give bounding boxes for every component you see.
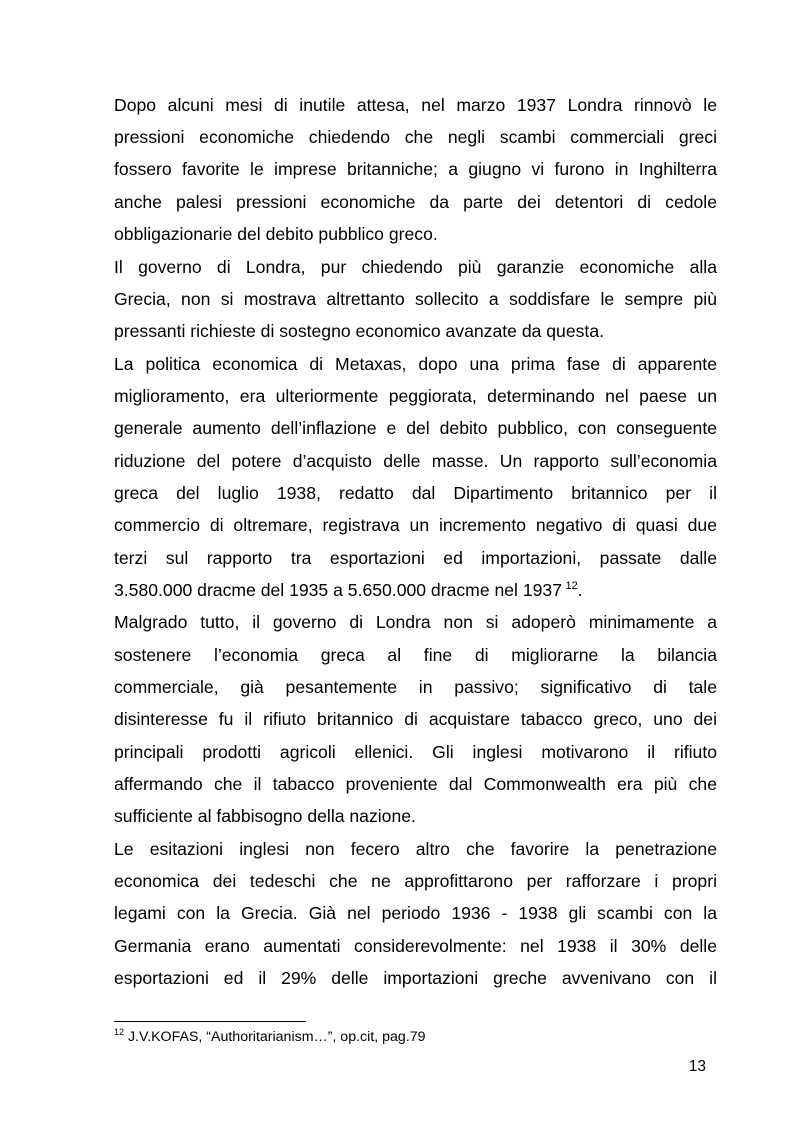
text-line: commercio di oltremare, registrava un incremento negativo di quasi due bbox=[114, 515, 717, 535]
text-line: pressioni economiche chiedendo che negli scambi commerciali greci bbox=[114, 127, 717, 147]
text-line: greca del luglio 1938, redatto dal Dipartimento britannico per il bbox=[114, 483, 717, 503]
text-line: esportazioni ed il 29% delle importazioni greche avvenivano con il bbox=[114, 968, 717, 988]
text-line: generale aumento dell’inflazione e del debito pubblico, con conseguente bbox=[114, 418, 717, 438]
line-end-punctuation: . bbox=[577, 580, 583, 600]
text-line: Germania erano aumentati considerevolmente: nel 1938 il 30% delle bbox=[114, 936, 717, 956]
footnote-text: J.V.KOFAS, “Authoritarianism…”, op.cit, pag.79 bbox=[124, 1029, 426, 1045]
text-line-with-footnote-ref bbox=[114, 580, 717, 600]
text-line: Grecia, non si mostrava altrettanto sollecito a soddisfare le sempre più bbox=[114, 289, 717, 309]
page-number: 13 bbox=[688, 1058, 706, 1075]
text-line: economica dei tedeschi che ne approfittarono per rafforzare i propri bbox=[114, 871, 717, 891]
footnote-reference[interactable]: 12 bbox=[565, 580, 578, 592]
text-line: sostenere l’economia greca al fine di migliorarne la bilancia bbox=[114, 645, 717, 665]
text-line: Malgrado tutto, il governo di Londra non si adoperò minimamente a bbox=[114, 612, 717, 632]
footnote bbox=[114, 1029, 426, 1046]
text-line: sufficiente al fabbisogno della nazione. bbox=[114, 806, 416, 826]
footnote-separator bbox=[114, 1021, 306, 1022]
text-line: fossero favorite le imprese britanniche; a giugno vi furono in Inghilterra bbox=[114, 159, 717, 179]
text-line: Dopo alcuni mesi di inutile attesa, nel marzo 1937 Londra rinnovò le bbox=[114, 95, 717, 115]
text-line: disinteresse fu il rifiuto britannico di acquistare tabacco greco, uno dei bbox=[114, 709, 717, 729]
text-line: affermando che il tabacco proveniente dal Commonwealth era più che bbox=[114, 774, 717, 794]
text-line: legami con la Grecia. Già nel periodo 1936 - 1938 gli scambi con la bbox=[114, 903, 717, 923]
text-line: anche palesi pressioni economiche da parte dei detentori di cedole bbox=[114, 192, 717, 212]
text-line: terzi sul rapporto tra esportazioni ed importazioni, passate dalle bbox=[114, 548, 717, 568]
text-line: Il governo di Londra, pur chiedendo più garanzie economiche alla bbox=[114, 257, 717, 277]
text-line: Le esitazioni inglesi non fecero altro che favorire la penetrazione bbox=[114, 839, 717, 859]
footnote-number: 12 bbox=[114, 1027, 125, 1037]
text-line: pressanti richieste di sostegno economico avanzate da questa. bbox=[114, 321, 604, 341]
line-text: 3.580.000 dracme del 1935 a 5.650.000 dracme nel 1937 bbox=[114, 580, 562, 600]
text-line: commerciale, già pesantemente in passivo; significativo di tale bbox=[114, 677, 717, 697]
text-line: principali prodotti agricoli ellenici. Gli inglesi motivarono il rifiuto bbox=[114, 742, 717, 762]
text-line: riduzione del potere d’acquisto delle masse. Un rapporto sull’economia bbox=[114, 451, 717, 471]
text-line: obbligazionarie del debito pubblico greco. bbox=[114, 224, 438, 244]
text-line: La politica economica di Metaxas, dopo una prima fase di apparente bbox=[114, 354, 717, 374]
text-line: miglioramento, era ulteriormente peggiorata, determinando nel paese un bbox=[114, 386, 717, 406]
